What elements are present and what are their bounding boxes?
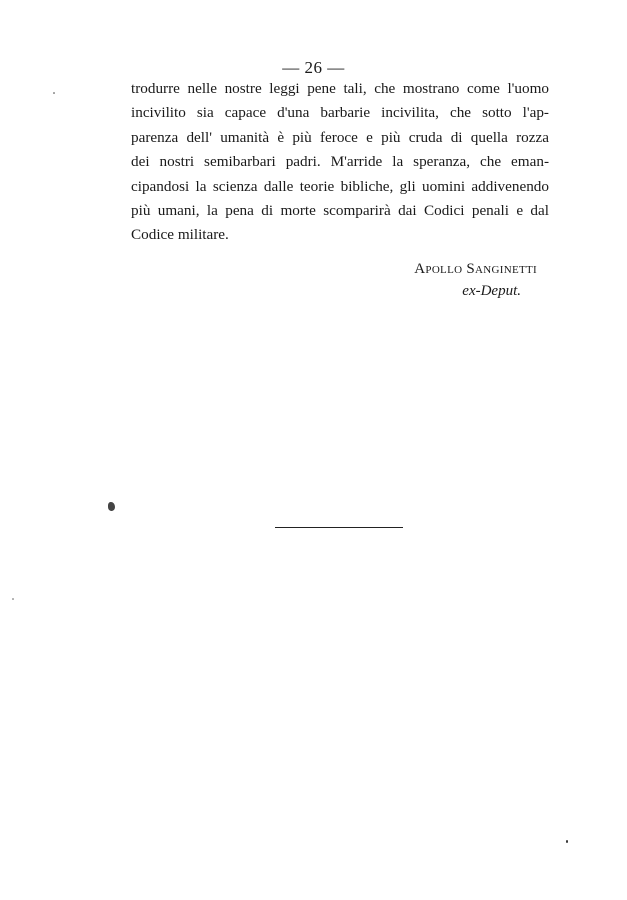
ink-speck xyxy=(566,840,568,843)
text-line: cipandosi la scienza dalle teorie bibliche, gli uomini addivenendo xyxy=(131,177,549,195)
text-line: incivilito sia capace d'una barbarie incivilita, che sotto l'ap- xyxy=(131,104,549,122)
text-line: Codice militare. xyxy=(131,226,229,244)
text-line: trodurre nelle nostre leggi pene tali, che mostrano come l'uomo xyxy=(131,80,549,97)
ink-speck xyxy=(53,92,55,94)
ink-speck xyxy=(12,598,14,600)
body-paragraph xyxy=(131,77,549,248)
end-rule xyxy=(275,527,403,528)
text-line: più umani, la pena di morte scomparirà dai Codici penali e dal xyxy=(131,202,549,220)
ink-speck xyxy=(108,502,115,511)
page-number: — 26 — xyxy=(282,58,345,77)
signature-block xyxy=(414,258,537,302)
text-line: dei nostri semibarbari padri. M'arride la speranza, che eman- xyxy=(131,153,549,171)
signature-name: Apollo Sanginetti xyxy=(414,261,537,277)
signature-title: ex-Deput. xyxy=(462,283,521,299)
text-line: parenza dell' umanità è più feroce e più cruda di quella rozza xyxy=(131,128,549,146)
